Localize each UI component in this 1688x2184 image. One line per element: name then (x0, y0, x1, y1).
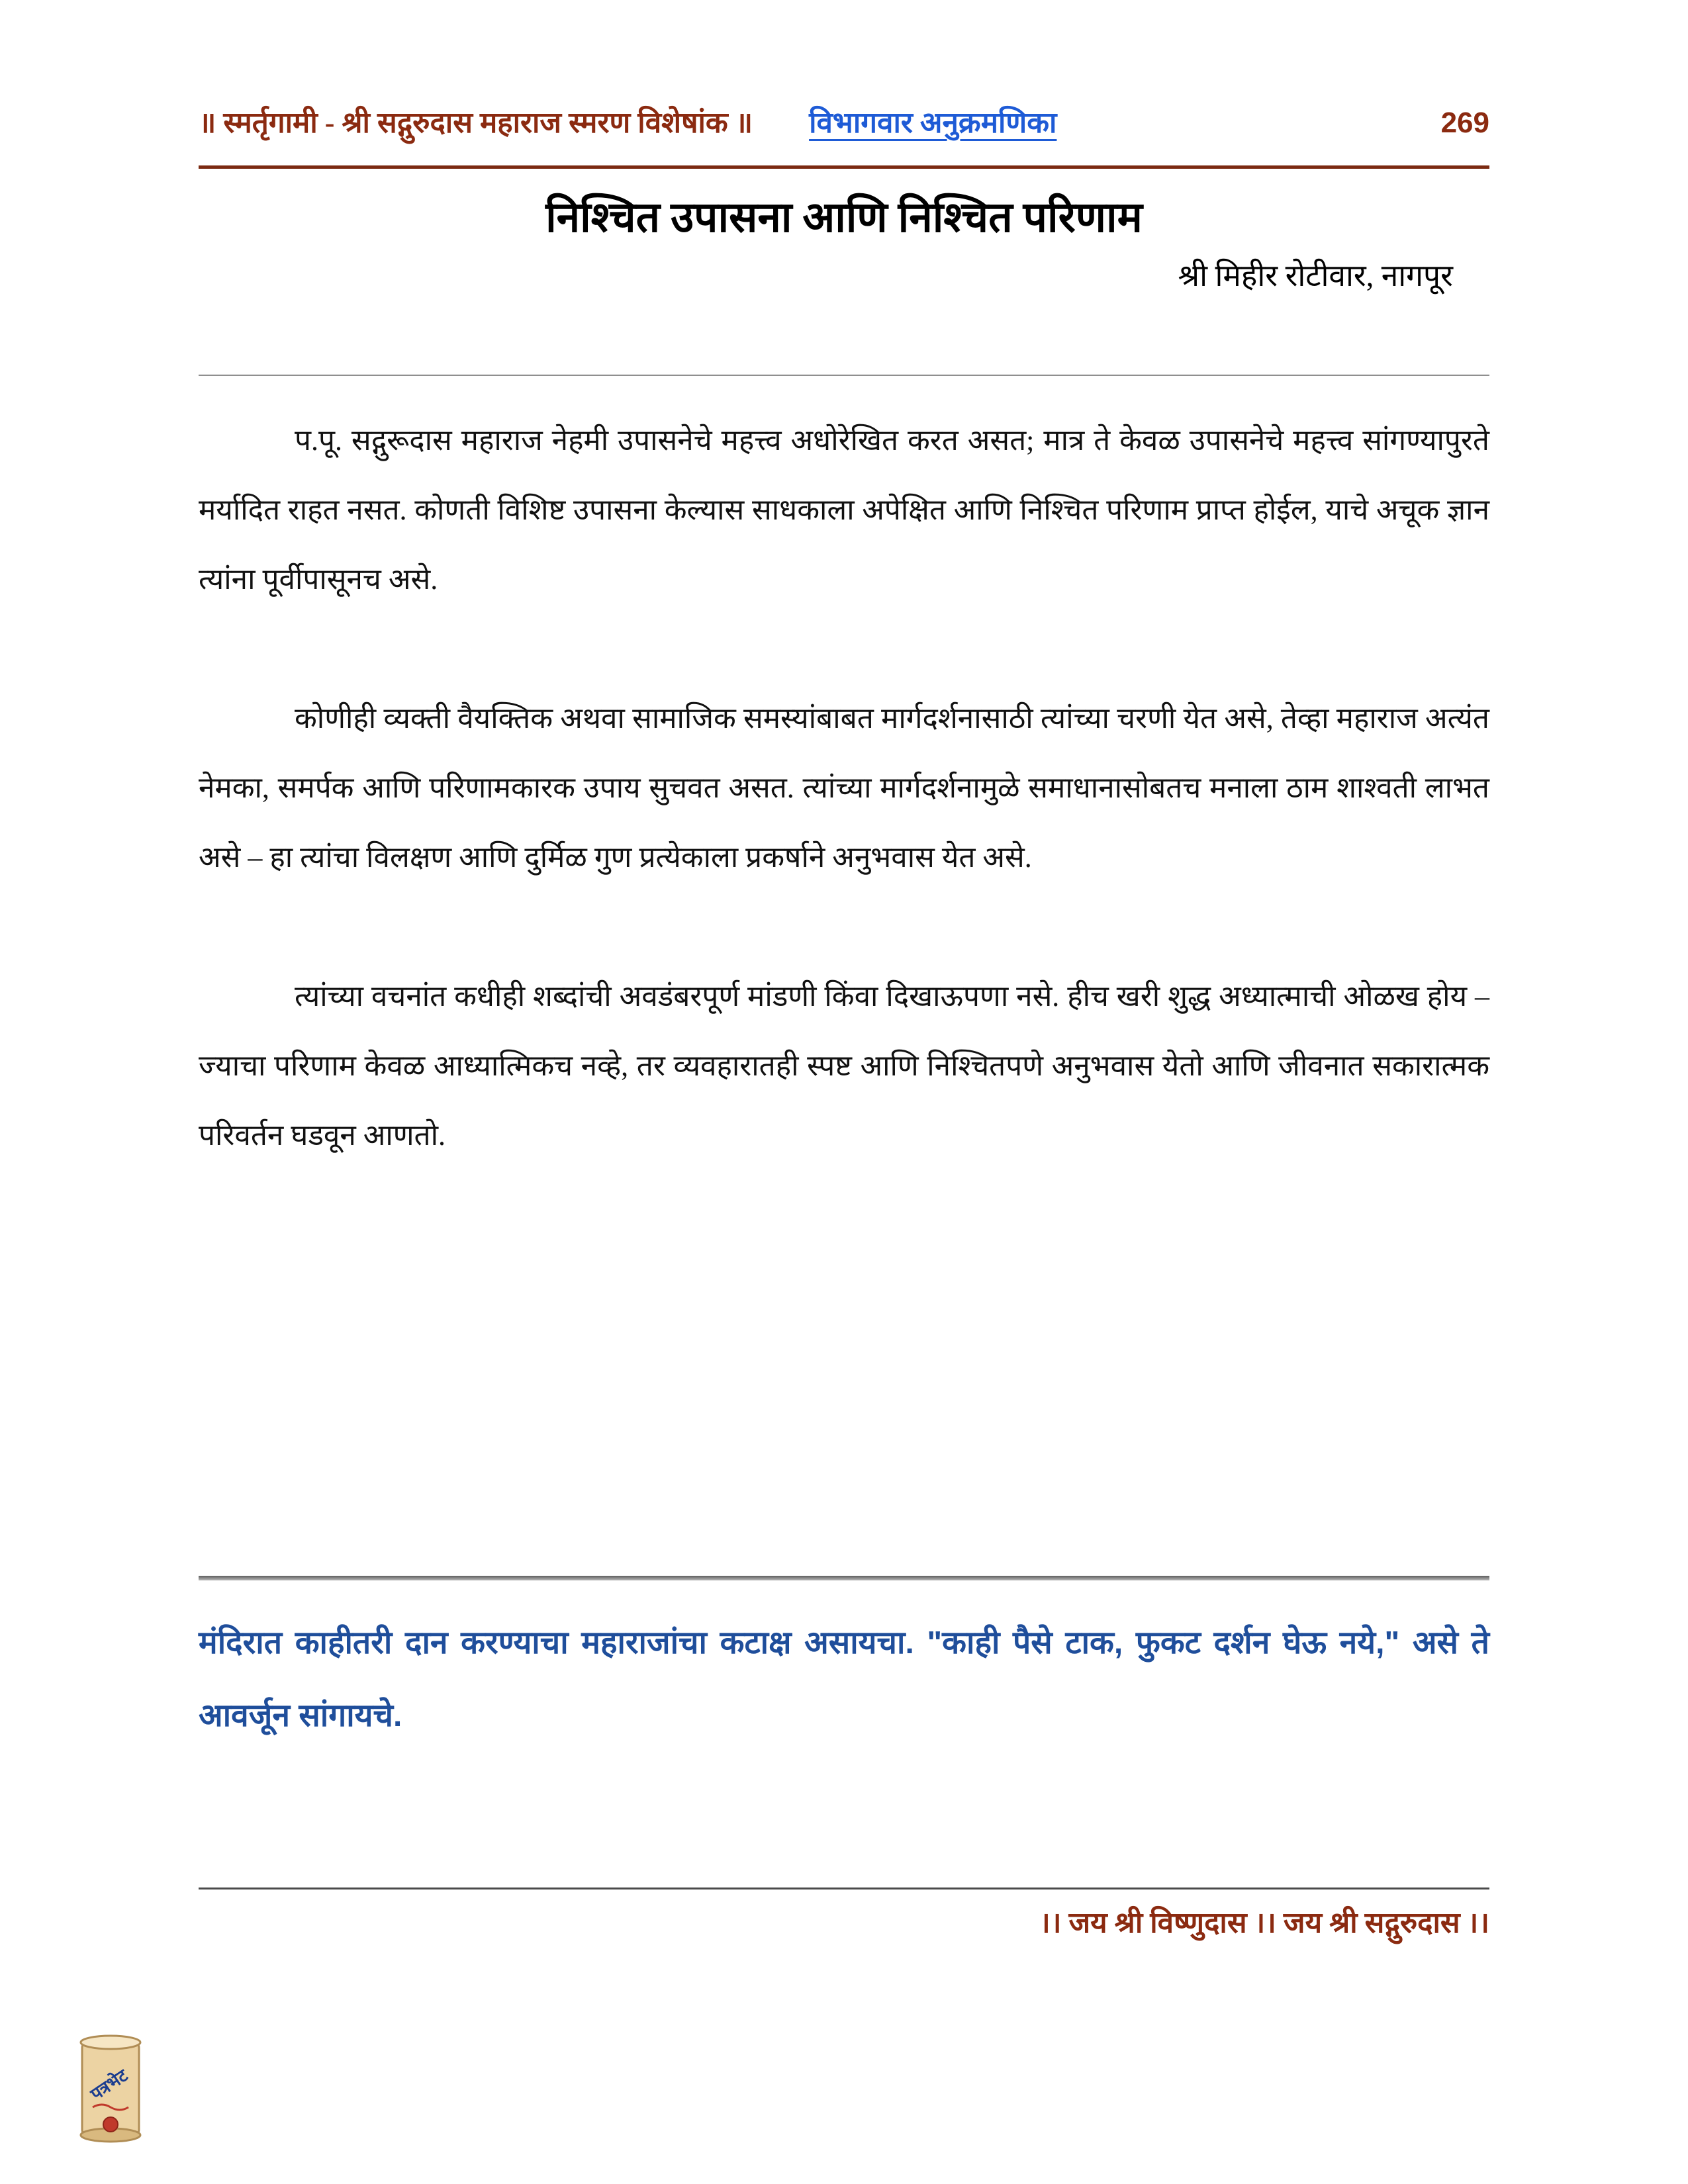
footer-divider (199, 1888, 1489, 1889)
paragraph-1: प.पू. सद्गुरूदास महाराज नेहमी उपासनेचे महत्त्व अधोरेखित करत असत; मात्र ते केवळ उपासनेचे महत्त्व सांगण्यापुरते मर्यादित राहत नसत. कोणती विशिष्ट उपासना केल्यास साधकाला अपेक्षित आणि निश्चित परिणाम प्राप्त होईल, याचे अचूक ज्ञान त्यांना पूर्वीपासूनच असे. (199, 424, 1489, 596)
footer-blessing: ।। जय श्री विष्णुदास ।। जय श्री सद्गुरुदास ।। (1039, 1907, 1489, 1940)
logo-label: पत्रभेट (87, 2065, 132, 2105)
journal-title: ॥ स्मर्तृगामी - श्री सद्गुरुदास महाराज स्मरण विशेषांक ॥ (199, 107, 753, 139)
patrabhet-logo (74, 2033, 147, 2149)
index-link[interactable]: विभागवार अनुक्रमणिका (809, 107, 1057, 139)
paragraph-2: कोणीही व्यक्ती वैयक्तिक अथवा सामाजिक समस्यांबाबत मार्गदर्शनासाठी त्यांच्या चरणी येत असे, तेव्हा महाराज अत्यंत नेमका, समर्पक आणि परिणामकारक उपाय सुचवत असत. त्यांच्या मार्गदर्शनामुळे समाधानासोबतच मनाला ठाम शाश्वती लाभत असे – हा त्यांचा विलक्षण आणि दुर्मिळ गुण प्रत्येकाला प्रकर्षाने अनुभवास येत असे. (199, 702, 1489, 874)
byline-divider (199, 375, 1489, 376)
paragraph-3: त्यांच्या वचनांत कधीही शब्दांची अवडंबरपूर्ण मांडणी किंवा दिखाऊपणा नसे. हीच खरी शुद्ध अध्यात्माची ओळख होय – ज्याचा परिणाम केवळ आध्यात्मिकच नव्हे, तर व्यवहारातही स्पष्ट आणि निश्चितपणे अनुभवास येतो आणि जीवनात सकारात्मक परिवर्तन घडवून आणतो. (199, 980, 1489, 1152)
header-divider (199, 165, 1489, 169)
article-author: श्री मिहीर रोटीवार, नागपूर (1178, 259, 1453, 293)
article-body (199, 406, 1489, 1170)
article-title: निश्चित उपासना आणि निश्चित परिणाम (545, 194, 1143, 241)
header-left-group (199, 103, 1056, 144)
callout-text: मंदिरात काहीतरी दान करण्याचा महाराजांचा कटाक्ष असायचा. "काही पैसे टाक, फुकट दर्शन घेऊ नये," असे ते आवर्जून सांगायचे. (199, 1625, 1489, 1734)
page-number: 269 (1440, 107, 1489, 139)
scroll-icon (74, 2033, 147, 2149)
page-header (199, 103, 1489, 144)
callout-divider (199, 1576, 1489, 1580)
